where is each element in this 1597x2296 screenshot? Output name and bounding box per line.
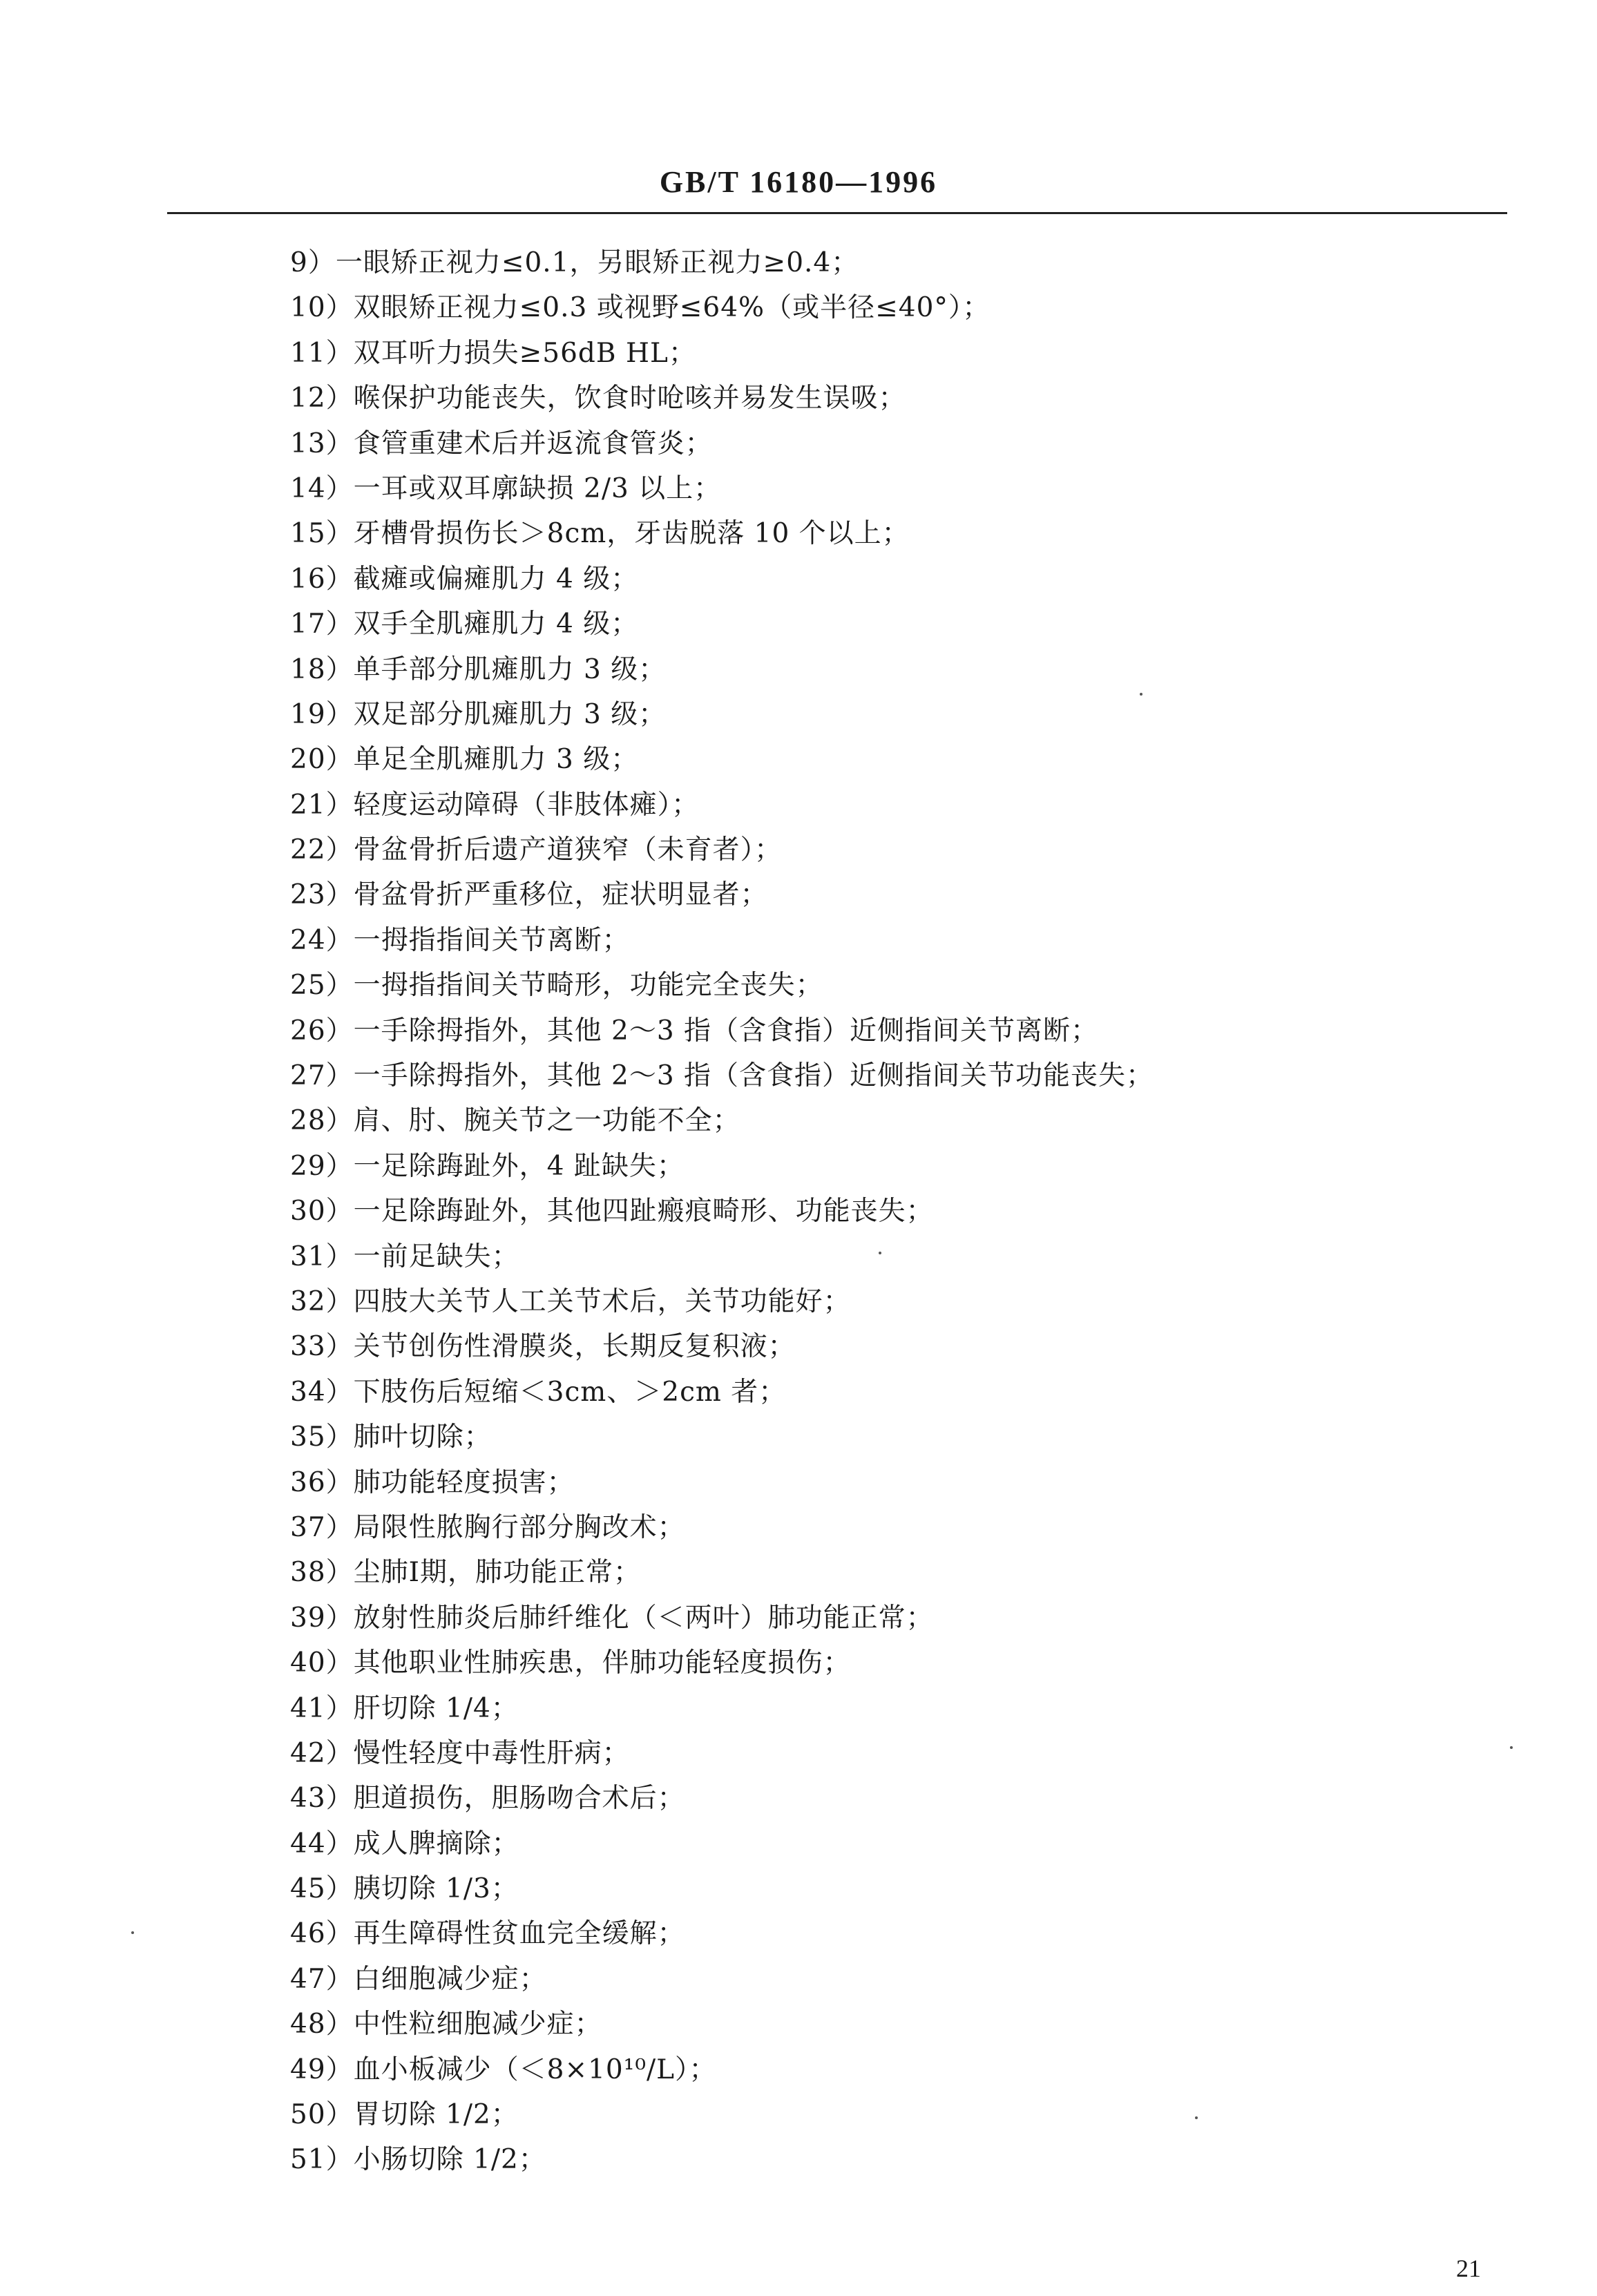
- list-item: 40）其他职业性肺疾患，伴肺功能轻度损伤；: [290, 1647, 851, 1679]
- list-item: 45）胰切除 1/3；: [290, 1873, 519, 1905]
- list-item: 9）一眼矫正视力≤0.1，另眼矫正视力≥0.4；: [290, 247, 859, 278]
- list-item: 32）四肢大关节人工关节术后，关节功能好；: [290, 1285, 851, 1317]
- list-item: 42）慢性轻度中毒性肝病；: [290, 1737, 630, 1769]
- list-item: 14）一耳或双耳廓缺损 2/3 以上；: [290, 472, 722, 504]
- list-item: 25）一拇指指间关节畸形，功能完全丧失；: [290, 970, 823, 1002]
- list-item: 24）一拇指指间关节离断；: [290, 924, 630, 956]
- list-item: 44）成人脾摘除；: [290, 1828, 519, 1859]
- list-item: 13）食管重建术后并返流食管炎；: [290, 428, 713, 459]
- scan-speck: [1140, 693, 1142, 696]
- header-rule: [167, 212, 1507, 214]
- list-item: 26）一手除拇指外，其他 2～3 指（含食指）近侧指间关节离断；: [290, 1015, 1099, 1046]
- list-item: 35）肺叶切除；: [290, 1422, 492, 1453]
- list-item: 51）小肠切除 1/2；: [290, 2144, 546, 2176]
- list-item: 28）肩、肘、腕关节之一功能不全；: [290, 1105, 740, 1137]
- list-item: 16）截瘫或偏瘫肌力 4 级；: [290, 563, 639, 595]
- list-item: 23）骨盆骨折严重移位，症状明显者；: [290, 879, 768, 911]
- list-item: 20）单足全肌瘫肌力 3 级；: [290, 744, 639, 776]
- scan-speck: [879, 1252, 881, 1254]
- list-item: 29）一足除踇趾外，4 趾缺失；: [290, 1150, 685, 1182]
- list-item: 33）关节创伤性滑膜炎，长期反复积液；: [290, 1331, 796, 1363]
- scan-speck: [1195, 2116, 1198, 2119]
- list-item: 46）再生障碍性贫血完全缓解；: [290, 1918, 685, 1950]
- list-item: 43）胆道损伤，胆肠吻合术后；: [290, 1783, 685, 1815]
- list-item: 31）一前足缺失；: [290, 1241, 519, 1272]
- list-item: 15）牙槽骨损伤长＞8cm，牙齿脱落 10 个以上；: [290, 518, 910, 550]
- list-item: 37）局限性脓胸行部分胸改术；: [290, 1511, 685, 1543]
- list-item: 10）双眼矫正视力≤0.3 或视野≤64%（或半径≤40°）；: [290, 292, 991, 324]
- list-item: 11）双耳听力损失≥56dB HL；: [290, 337, 696, 369]
- page-number: 21: [1456, 2255, 1481, 2282]
- list-item: 27）一手除拇指外，其他 2～3 指（含食指）近侧指间关节功能丧失；: [290, 1060, 1154, 1092]
- list-item: 50）胃切除 1/2；: [290, 2099, 519, 2131]
- list-item: 22）骨盆骨折后遗产道狭窄（未育者）；: [290, 834, 783, 866]
- list-item: 47）白细胞减少症；: [290, 1963, 547, 1995]
- list-item: 18）单手部分肌瘫肌力 3 级；: [290, 653, 667, 685]
- list-item: 39）放射性肺炎后肺纤维化（＜两叶）肺功能正常；: [290, 1602, 934, 1634]
- disability-criteria-list: [290, 240, 1520, 2183]
- page-header-standard-code: GB/T 16180—1996: [659, 165, 938, 199]
- list-item: 49）血小板减少（＜8×10¹⁰/L）；: [290, 2054, 717, 2085]
- list-item: 41）肝切除 1/4；: [290, 1692, 519, 1724]
- list-item: 38）尘肺Ⅰ期，肺功能正常；: [290, 1557, 642, 1589]
- list-item: 17）双手全肌瘫肌力 4 级；: [290, 609, 639, 640]
- list-item: 21）轻度运动障碍（非肢体瘫）；: [290, 789, 700, 821]
- list-item: 30）一足除踇趾外，其他四趾瘢痕畸形、功能丧失；: [290, 1196, 934, 1227]
- list-item: 34）下肢伤后短缩＜3cm、＞2cm 者；: [290, 1376, 787, 1408]
- scan-speck: [131, 1931, 134, 1934]
- list-item: 36）肺功能轻度损害；: [290, 1466, 575, 1498]
- scan-speck: [1510, 1746, 1513, 1749]
- list-item: 48）中性粒细胞减少症；: [290, 2009, 602, 2040]
- list-item: 12）喉保护功能丧失，饮食时呛咳并易发生误吸；: [290, 383, 906, 414]
- list-item: 19）双足部分肌瘫肌力 3 级；: [290, 698, 667, 730]
